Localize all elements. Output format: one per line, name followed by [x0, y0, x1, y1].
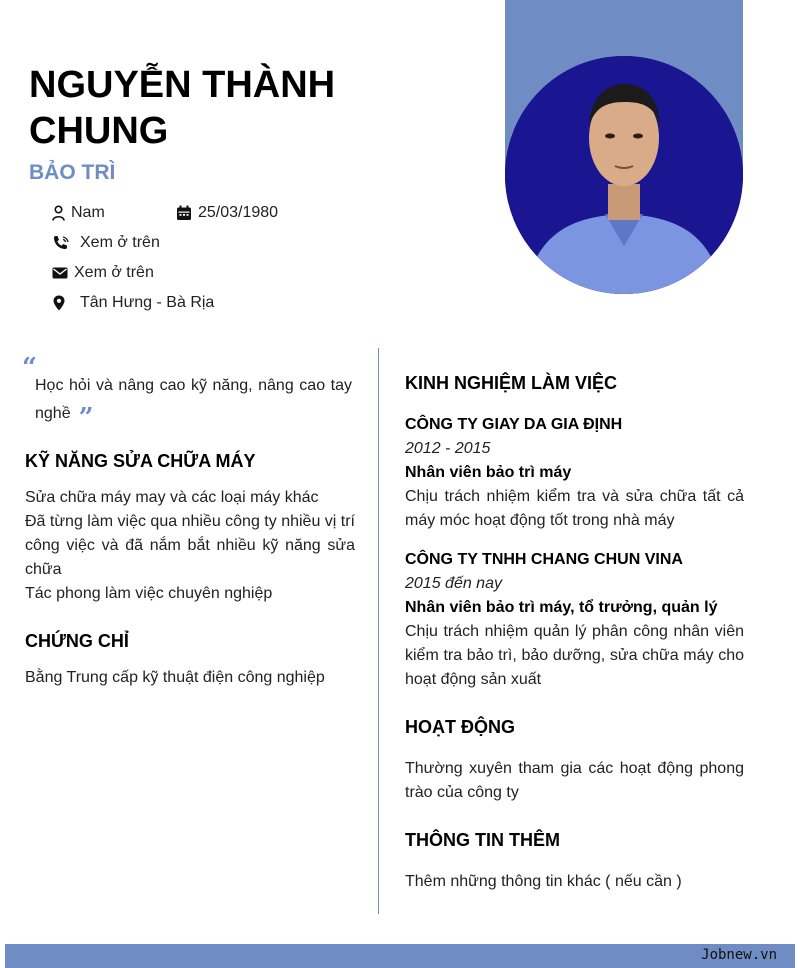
- job-company: CÔNG TY GIAY DA GIA ĐỊNH: [405, 416, 623, 433]
- envelope-icon: [52, 266, 68, 280]
- map-pin-icon: [52, 295, 74, 311]
- skills-list: [25, 486, 355, 606]
- gender-row: [52, 203, 105, 223]
- user-icon: [52, 205, 65, 221]
- job-period: 2012 - 2015: [405, 440, 491, 457]
- skill-item: Sửa chữa máy may và các loại máy khác: [25, 489, 319, 506]
- column-divider: [378, 348, 379, 914]
- phone-value: Xem ở trên: [80, 234, 160, 251]
- certificate-item: Bằng Trung cấp kỹ thuật điện công nghiệp: [25, 669, 325, 686]
- profile-photo: [505, 56, 743, 294]
- skill-item: Tác phong làm việc chuyên nghiệp: [25, 585, 273, 602]
- email-value: Xem ở trên: [74, 264, 154, 281]
- email-row: [52, 263, 154, 283]
- gender-value: Nam: [71, 204, 105, 221]
- job-entry: [405, 413, 744, 533]
- job-role: Nhân viên bảo trì máy: [405, 464, 572, 481]
- additional-info-text: Thêm những thông tin khác ( nếu cần ): [405, 873, 682, 890]
- footer-bar: [5, 944, 795, 968]
- activities-title: HOẠT ĐỘNG: [405, 717, 515, 737]
- phone-icon: [52, 235, 74, 251]
- birthday-row: [176, 203, 278, 223]
- quote-open-icon: “: [22, 353, 37, 383]
- job-description: Chịu trách nhiệm kiểm tra và sửa chữa tất cả máy móc hoạt động tốt trong nhà máy: [405, 488, 744, 529]
- certificates-list: [25, 666, 365, 690]
- activities-text: Thường xuyên tham gia các hoạt động phong trào của công ty: [405, 760, 744, 801]
- job-description: Chịu trách nhiệm quản lý phân công nhân viên kiểm tra bảo trì, bảo dưỡng, sửa chữa máy cho hoạt động sản xuất: [405, 623, 744, 688]
- quote-close-icon: ”: [78, 403, 94, 433]
- additional-info-title: THÔNG TIN THÊM: [405, 830, 560, 850]
- job-company: CÔNG TY TNHH CHANG CHUN VINA: [405, 551, 683, 568]
- candidate-name: NGUYỄN THÀNH CHUNG: [29, 64, 336, 152]
- address-value: Tân Hưng - Bà Rịa: [80, 294, 215, 311]
- certificates-title: CHỨNG CHỈ: [25, 631, 129, 651]
- birthday-value: 25/03/1980: [198, 204, 279, 221]
- job-position: BẢO TRÌ: [29, 161, 116, 184]
- phone-row: [52, 233, 160, 253]
- job-period: 2015 đến nay: [405, 575, 502, 592]
- job-entry: [405, 548, 744, 692]
- skills-title: KỸ NĂNG SỬA CHỮA MÁY: [25, 451, 256, 471]
- skill-item: Đã từng làm việc qua nhiều công ty nhiều vị trí công việc và đã nắm bắt nhiều kỹ năng sửa chữa: [25, 513, 355, 578]
- career-objective: [22, 353, 352, 433]
- portrait-illustration: [505, 56, 743, 294]
- job-role: Nhân viên bảo trì máy, tổ trưởng, quản lý: [405, 599, 718, 616]
- brand-watermark: Jobnew.vn: [701, 947, 777, 963]
- address-row: [52, 293, 214, 313]
- experience-title: KINH NGHIỆM LÀM VIỆC: [405, 373, 618, 393]
- objective-text: Học hỏi và nâng cao kỹ năng, nâng cao tay nghề: [35, 377, 352, 422]
- calendar-icon: [176, 205, 192, 221]
